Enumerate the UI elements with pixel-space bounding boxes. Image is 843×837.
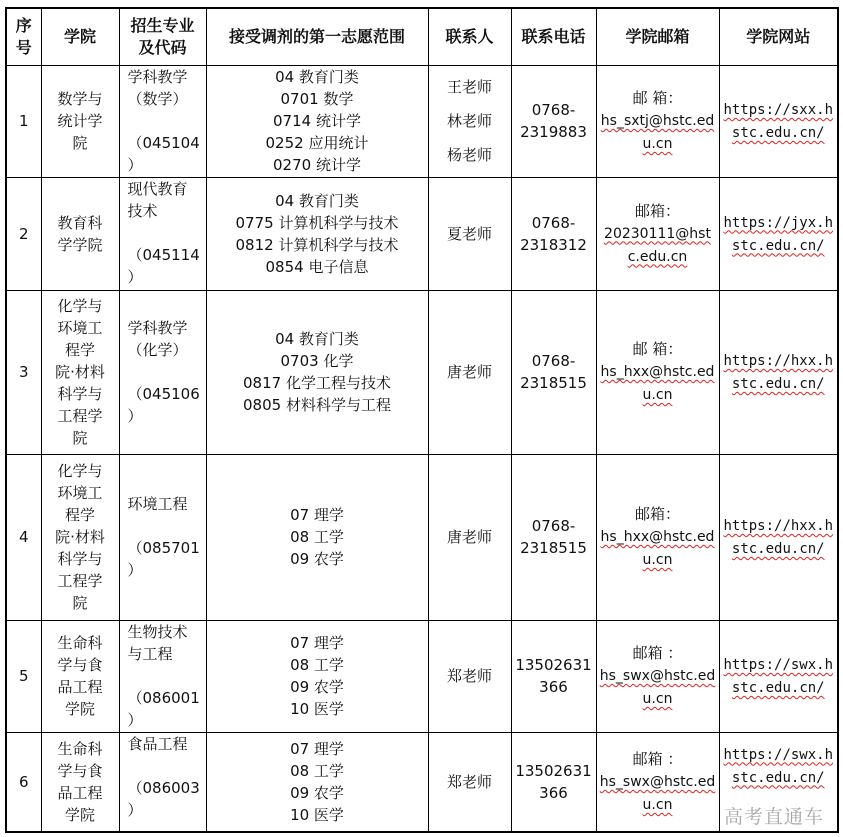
college-name: 数学与 统计学 院 <box>41 65 119 177</box>
email-link[interactable]: hs_swx@hstc.edu.cn <box>599 773 716 813</box>
table-row <box>6 290 838 454</box>
email-cell <box>596 177 719 290</box>
major-code: 现代教育 技术 （045114 ） <box>119 177 206 290</box>
scope-list: 04 教育门类 0703 化学 0817 化学工程与技术 0805 材料科学与工程 <box>206 290 428 454</box>
contact-person: 唐老师 <box>428 454 511 620</box>
contact-person: 王老师 林老师 杨老师 <box>428 65 511 177</box>
phone-number: 13502631 366 <box>511 620 596 732</box>
row-number: 5 <box>6 620 41 732</box>
email-link[interactable]: hs_hxx@hstc.edu.cn <box>600 364 715 403</box>
college-name: 教育科 学学院 <box>41 177 119 290</box>
header-scope: 接受调剂的第一志愿范围 <box>206 8 428 65</box>
website-cell <box>719 454 838 620</box>
contact-person: 郑老师 <box>428 732 511 832</box>
email-label: 邮箱 ： <box>632 644 683 662</box>
college-name: 化学与 环境工 程学 院·材料 科学与 工程学 院 <box>41 290 119 454</box>
row-number: 3 <box>6 290 41 454</box>
email-cell <box>596 732 719 832</box>
major-code: 食品工程 （086003 ） <box>119 732 206 832</box>
table-row <box>6 454 838 620</box>
email-label: 邮 箱： <box>632 89 683 107</box>
contact-person: 郑老师 <box>428 620 511 732</box>
recruitment-table <box>5 7 839 833</box>
major-code: 学科教学 （化学） （045106 ） <box>119 290 206 454</box>
major-code: 学科教学 （数学） （045104 ） <box>119 65 206 177</box>
contact-person: 夏老师 <box>428 177 511 290</box>
row-number: 6 <box>6 732 41 832</box>
email-label: 邮箱： <box>634 201 680 220</box>
major-code: 环境工程 （085701 ） <box>119 454 206 620</box>
website-link[interactable]: https://jyx.hstc.edu.cn/ <box>723 214 834 254</box>
header-no: 序 号 <box>6 8 41 65</box>
phone-number: 0768- 2318515 <box>511 290 596 454</box>
table-row <box>6 65 838 177</box>
website-cell <box>719 177 838 290</box>
college-name: 生命科 学与食 品工程 学院 <box>41 732 119 832</box>
scope-list: 07 理学 08 工学 09 农学 <box>206 454 428 620</box>
website-link[interactable]: https://sxx.hstc.edu.cn/ <box>723 102 834 141</box>
email-label: 邮箱 ： <box>632 749 683 768</box>
scope-list: 04 教育门类 0775 计算机科学与技术 0812 计算机科学与技术 0854 电子信息 <box>206 177 428 290</box>
header-college: 学院 <box>41 8 119 65</box>
website-link[interactable]: https://swx.hstc.edu.cn/ <box>723 746 834 786</box>
email-cell <box>596 454 719 620</box>
scope-list: 04 教育门类 0701 数学 0714 统计学 0252 应用统计 0270 统计学 <box>206 65 428 177</box>
email-cell <box>596 65 719 177</box>
row-number: 4 <box>6 454 41 620</box>
website-cell <box>719 290 838 454</box>
major-code: 生物技术 与工程 （086001 ） <box>119 620 206 732</box>
watermark: 高考直通车 <box>724 806 825 828</box>
email-cell <box>596 290 719 454</box>
header-row <box>6 8 838 65</box>
header-phone: 联系电话 <box>511 8 596 65</box>
email-link[interactable]: hs_hxx@hstc.edu.cn <box>600 529 715 568</box>
header-website: 学院网站 <box>719 8 838 65</box>
website-link[interactable]: https://hxx.hstc.edu.cn/ <box>723 518 834 557</box>
email-link[interactable]: 20230111@hstc.edu.cn <box>604 225 711 265</box>
phone-number: 0768- 2318515 <box>511 454 596 620</box>
row-number: 1 <box>6 65 41 177</box>
website-cell <box>719 620 838 732</box>
phone-number: 13502631 366 <box>511 732 596 832</box>
website-link[interactable]: https://hxx.hstc.edu.cn/ <box>723 353 834 392</box>
phone-number: 0768- 2318312 <box>511 177 596 290</box>
email-label: 邮箱： <box>634 505 680 523</box>
table-row <box>6 620 838 732</box>
scope-list: 07 理学 08 工学 09 农学 10 医学 <box>206 732 428 832</box>
table-row <box>6 732 838 832</box>
email-link[interactable]: hs_swx@hstc.edu.cn <box>599 668 716 707</box>
college-name: 化学与 环境工 程学 院·材料 科学与 工程学 院 <box>41 454 119 620</box>
header-contact: 联系人 <box>428 8 511 65</box>
row-number: 2 <box>6 177 41 290</box>
phone-number: 0768- 2319883 <box>511 65 596 177</box>
website-link[interactable]: https://swx.hstc.edu.cn/ <box>723 657 834 696</box>
college-name: 生命科 学与食 品工程 学院 <box>41 620 119 732</box>
table-row <box>6 177 838 290</box>
scope-list: 07 理学 08 工学 09 农学 10 医学 <box>206 620 428 732</box>
website-cell <box>719 65 838 177</box>
email-cell <box>596 620 719 732</box>
email-label: 邮 箱： <box>632 340 683 358</box>
header-email: 学院邮箱 <box>596 8 719 65</box>
header-major: 招生专业 及代码 <box>119 8 206 65</box>
contact-person: 唐老师 <box>428 290 511 454</box>
email-link[interactable]: hs_sxtj@hstc.edu.cn <box>600 113 715 152</box>
